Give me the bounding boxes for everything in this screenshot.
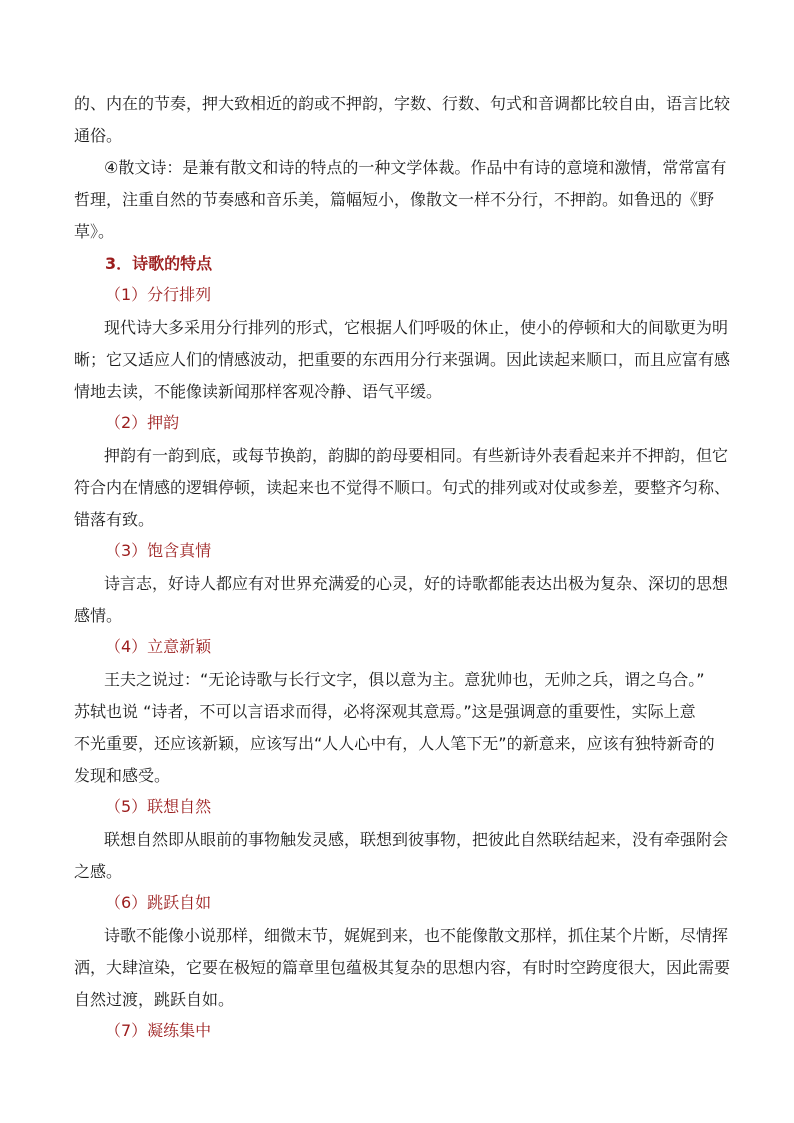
- paragraph-line: 联想自然即从眼前的事物触发灵感，联想到彼事物，把彼此自然联结起来，没有牵强附会: [104, 830, 729, 849]
- paragraph-line: 晰；它又适应人们的情感波动，把重要的东西用分行来强调。因此读起来顺口，而且应富有感: [74, 350, 731, 369]
- paragraph-line: 哲理，注重自然的节奏感和音乐美，篇幅短小，像散文一样不分行，不押韵。如鲁迅的《野: [74, 190, 715, 209]
- paragraph-line: 不光重要，还应该新颖，应该写出“人人心中有，人人笔下无”的新意来，应该有独特新奇的: [74, 734, 715, 753]
- paragraph-line: 现代诗大多采用分行排列的形式，它根据人们呼吸的休止，使小的停顿和大的间歇更为明: [104, 318, 729, 337]
- paragraph-line: 自然过渡，跳跃自如。: [74, 990, 235, 1009]
- subsection-heading: （3）饱含真情: [105, 541, 212, 560]
- paragraph-line: 苏轼也说 “诗者，不可以言语求而得，必将深观其意焉。”这是强调意的重要性，实际上意: [74, 702, 696, 721]
- paragraph-line: ④散文诗：是兼有散文和诗的特点的一种文学体裁。作品中有诗的意境和激情，常常富有: [104, 158, 727, 177]
- paragraph-line: 洒，大肆渲染，它要在极短的篇章里包蕴极其复杂的思想内容，有时时空跨度很大，因此需要: [74, 958, 731, 977]
- section-heading: 3．诗歌的特点: [105, 254, 213, 273]
- paragraph-line: 错落有致。: [74, 510, 155, 529]
- paragraph-line: 情地去读，不能像读新闻那样客观冷静、语气平缓。: [74, 382, 443, 401]
- paragraph-line: 通俗。: [74, 126, 123, 145]
- paragraph-line: 之感。: [74, 862, 123, 881]
- subsection-heading: （5）联想自然: [105, 797, 212, 816]
- paragraph-line: 诗歌不能像小说那样，细微末节，娓娓到来，也不能像散文那样，抓住某个片断，尽情挥: [104, 926, 729, 945]
- paragraph-line: 的、内在的节奏，押大致相近的韵或不押韵，字数、行数、句式和音调都比较自由，语言比较: [74, 94, 731, 113]
- paragraph-line: 符合内在情感的逻辑停顿，读起来也不觉得不顺口。句式的排列或对仗或参差，要整齐匀称、: [74, 478, 731, 497]
- subsection-heading: （1）分行排列: [105, 285, 212, 304]
- paragraph-line: 感情。: [74, 606, 123, 625]
- subsection-heading: （4）立意新颖: [105, 637, 212, 656]
- paragraph-line: 王夫之说过：“无论诗歌与长行文字，俱以意为主。意犹帅也，无帅之兵，谓之乌合。”: [104, 670, 705, 689]
- paragraph-line: 草》。: [74, 222, 115, 241]
- paragraph-line: 押韵有一韵到底，或每节换韵，韵脚的韵母要相同。有些新诗外表看起来并不押韵，但它: [104, 446, 729, 465]
- paragraph-line: 诗言志，好诗人都应有对世界充满爱的心灵，好的诗歌都能表达出极为复杂、深切的思想: [104, 574, 729, 593]
- subsection-heading: （7）凝练集中: [105, 1021, 212, 1040]
- subsection-heading: （2）押韵: [105, 413, 180, 432]
- paragraph-line: 发现和感受。: [74, 766, 171, 785]
- subsection-heading: （6）跳跃自如: [105, 893, 212, 912]
